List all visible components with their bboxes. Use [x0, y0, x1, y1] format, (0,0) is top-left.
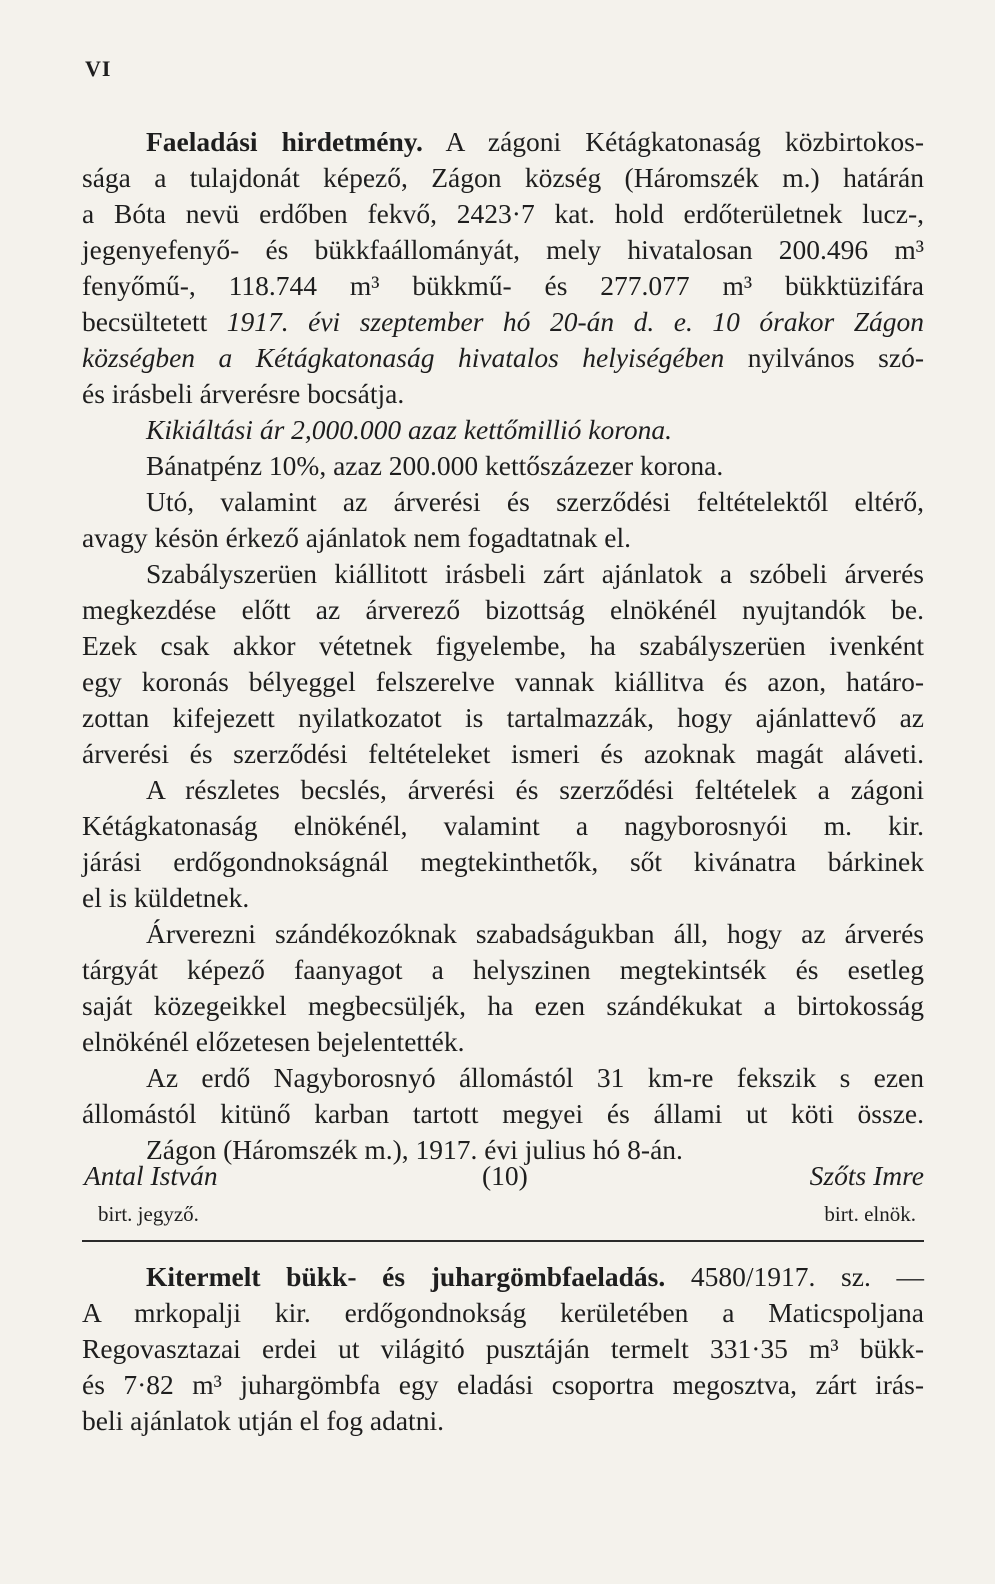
page-number: VI [85, 56, 112, 81]
text-line: Árverezni szándékozóknak szabadságukban áll, hogy az árverés [146, 918, 924, 949]
notice-beech-maple-sale [82, 1259, 924, 1439]
text-line: Regovasztazai erdei ut világitó pusztáján termelt 331·35 m³ bükk- [82, 1333, 924, 1364]
text-line: el is küldetnek. [82, 882, 250, 913]
notice-heading: Kitermelt bükk- és juhargömbfaeladás. [146, 1261, 666, 1292]
text-line: és 7·82 m³ juhargömbfa egy eladási csoportra megosztva, zárt irás- [82, 1369, 924, 1400]
notice-heading: Faeladási hirdetmény. [146, 126, 423, 157]
text-line: beli ajánlatok utján el fog adatni. [82, 1405, 444, 1436]
text-line [82, 1259, 924, 1295]
signature-row [82, 1158, 924, 1194]
text-line [82, 124, 924, 160]
text-line: Az erdő Nagyborosnyó állomástól 31 km-re fekszik s ezen [146, 1062, 924, 1093]
deposit-amount: Bánatpénz 10%, azaz 200.000 kettőszázezer korona. [146, 450, 724, 481]
text-line: jegenyefenyő- és bükkfaállományát, mely hivatalosan 200.496 m³ [82, 234, 924, 265]
auction-location: községben a Kétágkatonaság hivatalos helyiségében [82, 342, 725, 373]
text-line: Utó, valamint az árverési és szerződési feltételektől eltérő, [146, 486, 924, 517]
text-line: A mrkopalji kir. erdőgondnokság kerületében a Maticspoljana [82, 1297, 924, 1328]
signature-left-title: birt. jegyző. [98, 1202, 199, 1226]
text-segment: A zágoni Kétágkatonaság közbirtokos- [422, 126, 924, 157]
text-line: elnökénél előzetesen bejelentették. [82, 1026, 465, 1057]
text-line [82, 340, 924, 376]
text-segment: nyilvános szó- [724, 342, 924, 373]
text-segment: becsültetett [82, 306, 227, 337]
text-line: avagy késön érkező ajánlatok nem fogadtatnak el. [82, 522, 632, 553]
text-line: Kétágkatonaság elnökénél, valamint a nagyborosnyói m. kir. [82, 810, 924, 841]
starting-price: Kikiáltási ár 2,000.000 azaz kettőmillió korona. [146, 414, 673, 445]
signature-left-name: Antal István [84, 1160, 218, 1191]
text-line: A részletes becslés, árverési és szerződési feltételek a zágoni [146, 774, 924, 805]
text-line: sága a tulajdonát képező, Zágon község (Háromszék m.) határán [82, 162, 924, 193]
text-line: tárgyát képező faanyagot a helyszinen megtekintsék és esetleg [82, 954, 924, 985]
text-line: Szabályszerüen kiállitott irásbeli zárt ajánlatok a szóbeli árverés [146, 558, 924, 589]
text-line: járási erdőgondnokságnál megtekinthetők, sőt kivánatra bárkinek [82, 846, 924, 877]
signature-title-row [82, 1196, 924, 1232]
text-line: zottan kifejezett nyilatkozatot is tartalmazzák, hogy ajánlattevő az [82, 702, 924, 733]
signature-right-title: birt. elnök. [824, 1202, 916, 1226]
text-line: egy koronás bélyeggel felszerelve vannak kiállitva és azon, határo- [82, 666, 924, 697]
section-divider [82, 1240, 924, 1242]
notice-sale-announcement [82, 124, 924, 1168]
text-segment: 4580/1917. sz. — [665, 1261, 924, 1292]
text-line: állomástól kitünő karban tartott megyei és állami ut köti össze. [82, 1098, 924, 1129]
text-line: árverési és szerződési feltételeket ismeri és azoknak magát aláveti. [82, 738, 924, 769]
text-line: fenyőmű-, 118.744 m³ bükkmű- és 277.077 m³ bükktüzifára [82, 270, 924, 301]
auction-date: 1917. évi szeptember hó 20-án d. e. 10 órakor Zágon [226, 306, 925, 337]
text-line [82, 304, 924, 340]
text-line: saját közegeikkel megbecsüljék, ha ezen szándékukat a birtokosság [82, 990, 924, 1021]
text-line: a Bóta nevü erdőben fekvő, 2423·7 kat. hold erdőterületnek lucz-, [82, 198, 924, 229]
text-line: és irásbeli árverésre bocsátja. [82, 378, 405, 409]
notice-dateline: Zágon (Háromszék m.), 1917. évi julius hó 8-án. [146, 1134, 683, 1165]
text-line: Ezek csak akkor vétetnek figyelembe, ha szabályszerüen ivenként [82, 630, 924, 661]
signature-right-name: Szőts Imre [809, 1160, 924, 1191]
text-line: megkezdése előtt az árverező bizottság elnökénél nyujtandók be. [82, 594, 924, 625]
notice-number: (10) [482, 1160, 528, 1191]
